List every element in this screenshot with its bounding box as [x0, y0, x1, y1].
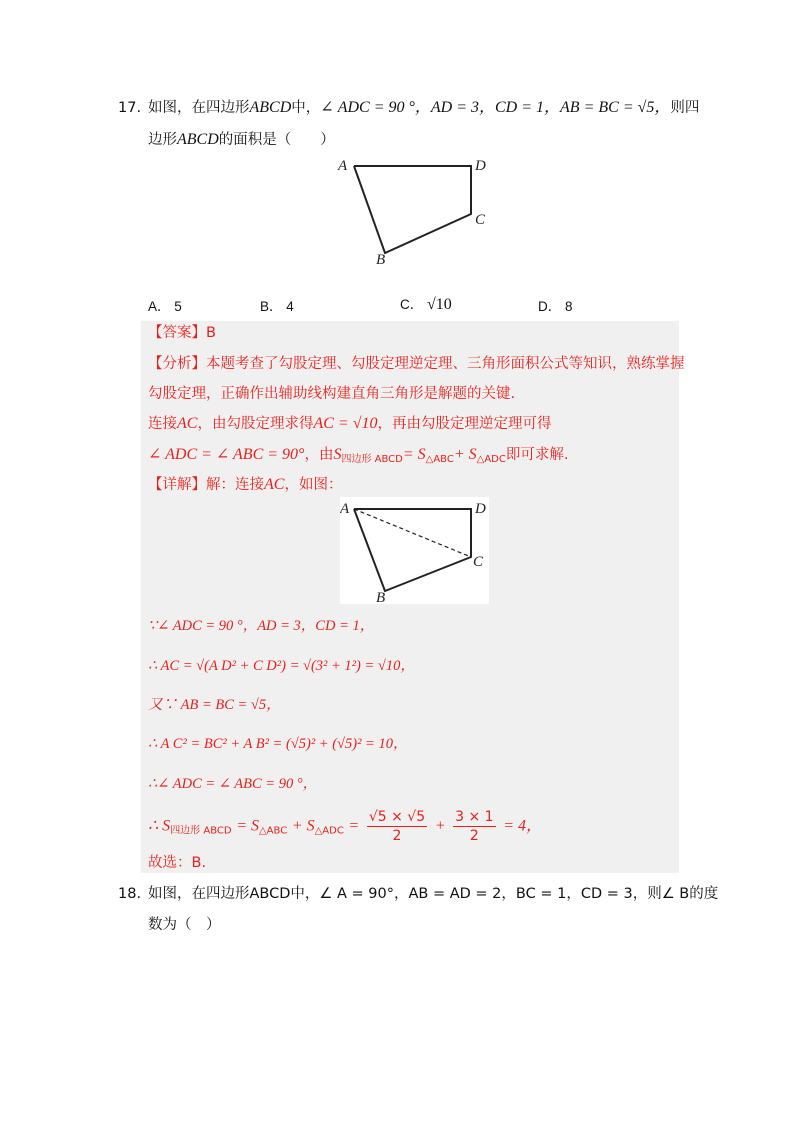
analysis-line-1: 【分析】本题考查了勾股定理、勾股定理逆定理、三角形面积公式等知识，熟练掌握 [148, 356, 685, 372]
q18-number: 18. [118, 886, 142, 902]
label-B: B [376, 252, 386, 268]
step-1: ∵∠ ADC = 90 °，AD = 3，CD = 1， [148, 618, 375, 634]
option-b[interactable]: B． 4 [260, 299, 294, 314]
analysis-line-4: ∠ ADC = ∠ ABC = 90°，由$S_{四边形 ABCD}= S_{\triangle ABC}+ S_{\triangle ADC}$即可求解. [148, 446, 569, 465]
quadrilateral-figure [330, 150, 500, 268]
analysis-line-3: 连接AC，由勾股定理求得AC = √10，再由勾股定理逆定理可得 [148, 415, 552, 432]
analysis-line-2: 勾股定理，正确作出辅助线构建直角三角形是解题的关键. [148, 386, 516, 402]
step-2: ∴ AC = √(A D² + C D²) = √(3² + 1²) = √10， [148, 658, 415, 674]
answer-line: 【答案】B [148, 325, 216, 341]
q17-line1: 如图，在四边形ABCD中，∠ ADC = 90 °，AD = 3，CD = 1，AB = BC = √5，则四 [148, 99, 700, 116]
step-3: 又∵ AB = BC = √5， [148, 697, 281, 713]
option-d[interactable]: D． 8 [538, 299, 573, 314]
option-a[interactable]: A． 5 [148, 299, 182, 314]
option-c[interactable]: C． √10 [400, 296, 452, 313]
q17-number: 17. [118, 100, 142, 116]
label-B-2: B [376, 590, 386, 604]
quadrilateral-figure-with-diagonal [340, 497, 489, 604]
step-6: ∴ $S_{四边形 ABCD} = S_{\triangle ABC} + S_{\triangle ADC}$ = $\frac{√5 \times √5}{2}$ + $\frac{3 \times 1}{2}$ = 4， [148, 809, 543, 844]
q18-line1: 如图，在四边形ABCD中，∠ A = 90°，AB = AD = 2，BC = 1，CD = 3，则∠ B的度 [148, 886, 719, 902]
q18-line2: 数为（ ） [148, 917, 221, 933]
q17-line2: 边形ABCD的面积是（ ） [148, 131, 335, 148]
label-D-2: D [475, 501, 486, 517]
label-A: A [338, 158, 348, 174]
fraction-2: $\frac{3 \times 1}{2}$ [455, 809, 494, 844]
fraction-1: $\frac{√5 \times √5}{2}$ [368, 809, 426, 844]
step-5: ∴∠ ADC = ∠ ABC = 90 °， [148, 776, 318, 792]
quadrilateral-outline [354, 166, 471, 253]
label-C: C [475, 212, 486, 228]
label-C-2: C [473, 554, 484, 570]
label-A-2: A [340, 501, 350, 517]
step-4: ∴ A C² = BC² + A B² = (√5)² + (√5)² = 10， [148, 736, 408, 752]
choose-line: 故选：B. [148, 855, 207, 871]
detail-line: 【详解】解：连接AC，如图： [148, 476, 343, 493]
label-D: D [475, 158, 486, 174]
